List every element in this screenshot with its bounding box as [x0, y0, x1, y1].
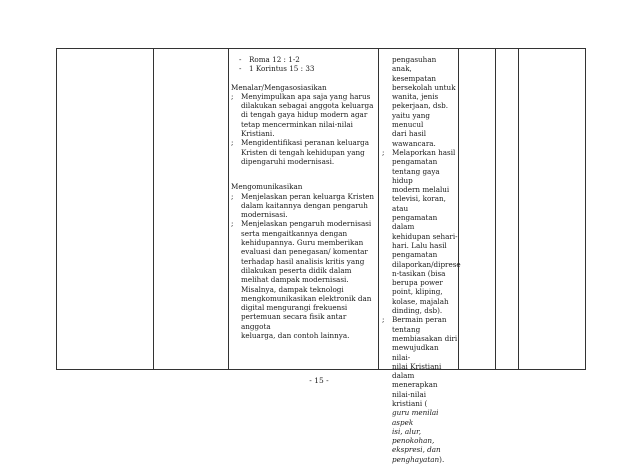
column-divider [378, 49, 379, 369]
list-item: ; Melaporkan hasil pengamatan tentang gaya hidup modern melalui televisi, koran, atau pengamatan dalam kehidupan sehari- hari. Lalu hasil pengamatan dilaporkan/diprese n-tasikan (bisa berupa power point, kliping, kolase, majalah dinding, dsb). [382, 147, 461, 316]
column-divider [518, 49, 519, 369]
column-divider [153, 49, 154, 369]
column-divider [495, 49, 496, 369]
column-divider [228, 49, 229, 369]
document-table [56, 48, 586, 464]
list-item: ; Menjelaskan peran keluarga Kristen dalam kaitannya dengan pengaruh modernisasi. [231, 191, 375, 220]
list-item: ; Menyimpulkan apa saja yang harus dilakukan sebagai anggota keluarga di tengah gaya hidup modern agar tetap mencerminkan nilai-nilai Kristiani. [231, 91, 374, 139]
activities-cell [231, 55, 377, 340]
page-number: - 15 - [309, 376, 329, 385]
continued-text: pengasuhan anak, kesempatan bersekolah untuk wanita, jenis pekerjaan, dsb. yaitu yang menucul dari hasil wawancara. [392, 55, 456, 148]
reference-item: - Roma 12 : 1-2 [239, 55, 300, 64]
section-heading-komunikasi: Mengomunikasikan [231, 182, 303, 192]
reference-item: - 1 Korintus 15 : 33 [239, 64, 315, 74]
list-item: ; Mengidentifikasi peranan keluarga Kristen di tengah kehidupan yang dipengaruhi modernisasi. [231, 138, 370, 166]
assessment-cell [382, 55, 461, 464]
section-heading-menalar: Menalar/Mengasosiasikan [231, 82, 327, 92]
list-item: ; Menjelaskan pengaruh modernisasi serta mengaitkannya dengan kehidupannya. Guru memberikan evaluasi dan penegasan/ komentar terhadap hasil analisis kritis yang dilakukan peserta didik dalam melihat dampak modernisasi. Misalnya, dampak teknologi mengkomunikasikan elektronik dan digital mengurangi frekuensi pertemuan secara fisik antar anggota keluarga, dan contoh lainnya. [231, 219, 372, 341]
list-item: ; Bermain peran tentang membiasakan diri mewujudkan nilai- nilai Kristiani dalam menerapkan nilai-nilai kristiani ( guru menilai aspek isi, alur, penokohan, ekspresi, dan penghayatan). [382, 315, 458, 464]
